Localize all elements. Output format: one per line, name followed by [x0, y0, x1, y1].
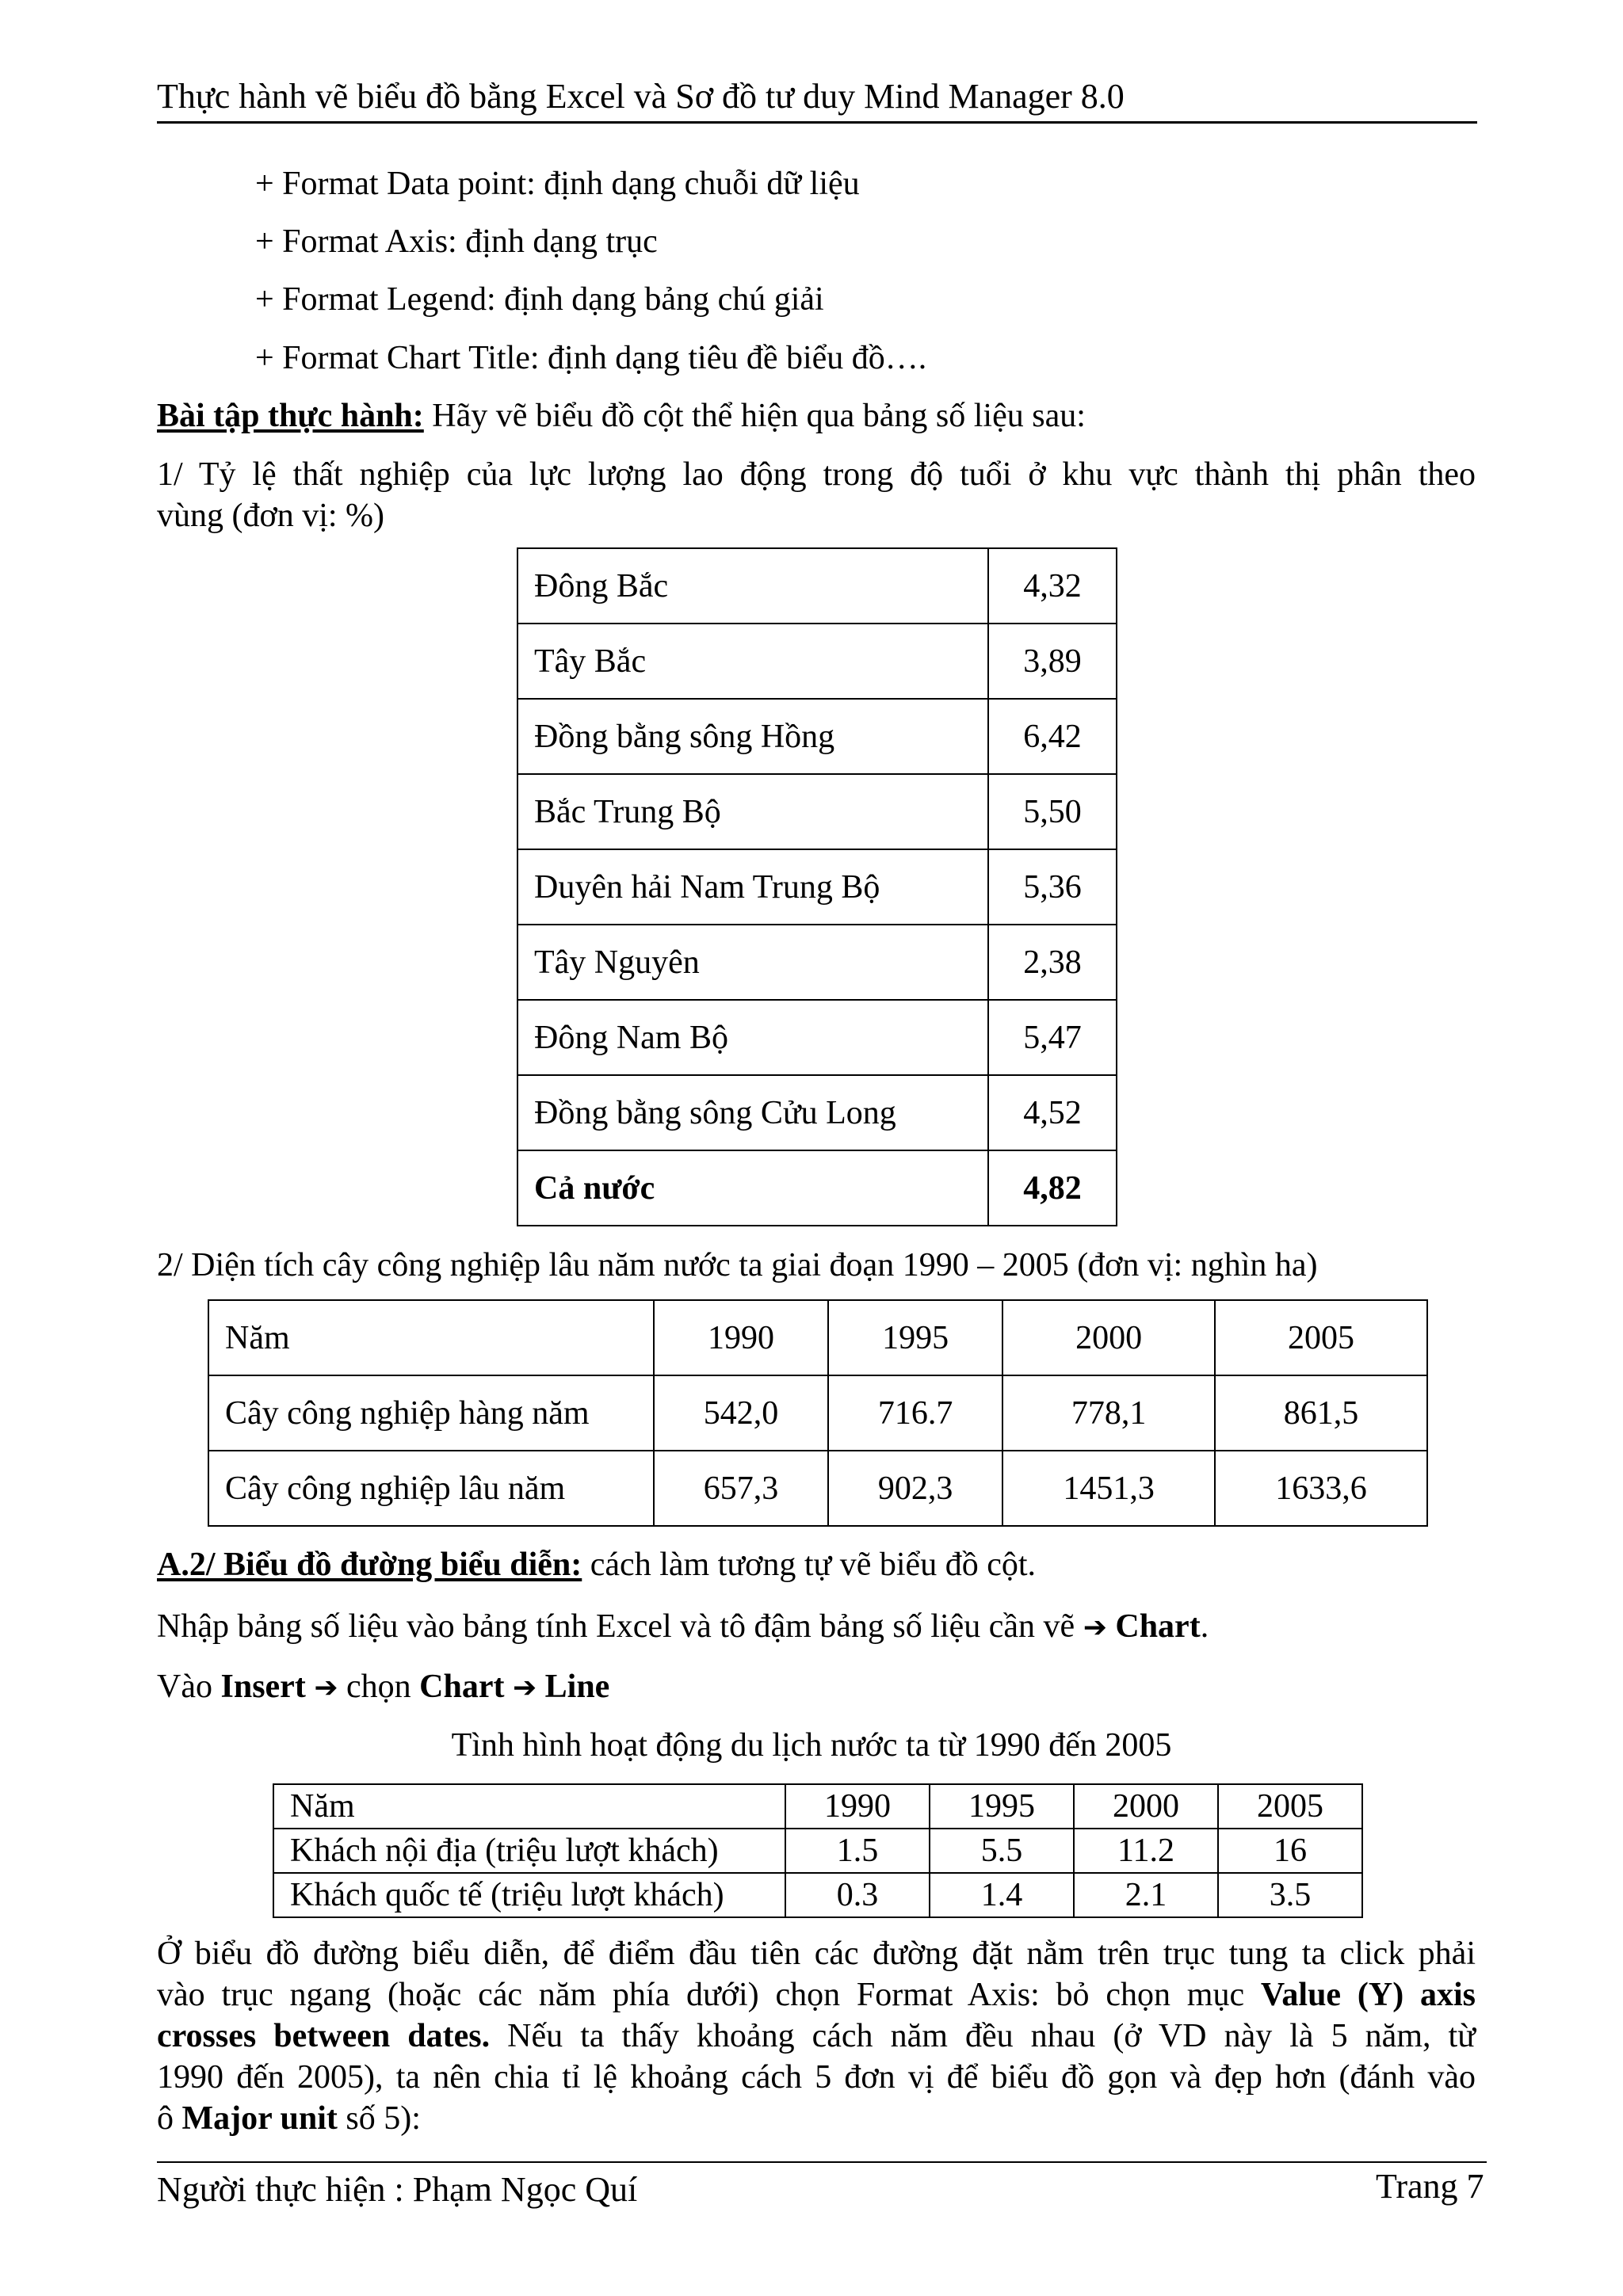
tourism-table-caption: Tình hình hoạt động du lịch nước ta từ 1990 đến 2005 — [451, 1727, 1172, 1764]
table-row — [517, 849, 1117, 925]
industrial-crops-table — [208, 1299, 1428, 1527]
exercise-text: Hãy vẽ biểu đồ cột thể hiện qua bảng số liệu sau: — [423, 398, 1086, 434]
row-label-cell: Cây công nghiệp lâu năm — [208, 1451, 654, 1526]
value-cell: 1633,6 — [1215, 1451, 1427, 1526]
question-2: 2/ Diện tích cây công nghiệp lâu năm nước ta giai đoạn 1990 – 2005 (đơn vị: nghìn ha) — [157, 1247, 1318, 1283]
value-cell: 902,3 — [828, 1451, 1002, 1526]
bullet-format-legend: + Format Legend: định dạng bảng chú giải — [255, 281, 824, 318]
bullet-format-axis: + Format Axis: định dạng trục — [255, 223, 658, 260]
section-a2 — [157, 1545, 1036, 1585]
value-cell: 4,32 — [988, 548, 1117, 624]
row-label-cell: Cây công nghiệp hàng năm — [208, 1375, 654, 1451]
table-row — [517, 1075, 1117, 1150]
table-row — [517, 624, 1117, 699]
instruction-2-mid: chọn — [338, 1669, 420, 1705]
instruction-2 — [157, 1667, 609, 1708]
value-cell: 778,1 — [1002, 1375, 1215, 1451]
header-cell: Năm — [208, 1300, 654, 1375]
instruction-1 — [157, 1607, 1209, 1648]
value-cell: 5.5 — [930, 1829, 1074, 1873]
instruction-2-line: Line — [537, 1669, 610, 1705]
format-axis-paragraph — [157, 1933, 1476, 2139]
region-cell: Đồng bằng sông Hồng — [517, 699, 988, 774]
arrow-right-icon: ➔ — [512, 1672, 537, 1704]
value-cell: 657,3 — [654, 1451, 828, 1526]
value-cell: 2,38 — [988, 925, 1117, 1000]
header-cell: 2000 — [1002, 1300, 1215, 1375]
question-1-line-1: 1/ Tỷ lệ thất nghiệp của lực lượng lao động trong độ tuổi ở khu vực thành thị phân theo — [157, 456, 1476, 493]
region-cell: Bắc Trung Bộ — [517, 774, 988, 849]
table-row — [517, 1000, 1117, 1075]
header-rule — [157, 121, 1477, 124]
tourism-table — [273, 1783, 1363, 1918]
question-1-line-2: vùng (đơn vị: %) — [157, 498, 385, 534]
section-a2-heading: A.2/ Biểu đồ đường biểu diễn: — [157, 1547, 582, 1583]
paragraph-line-4: 1990 đến 2005), ta nên chia tỉ lệ khoảng cách 5 đơn vị để biểu đồ gọn và đẹp hơn (đánh vào — [157, 2059, 1476, 2096]
paragraph-line-2-text: vào trục ngang (hoặc các năm phía dưới) chọn Format Axis: bỏ chọn mục — [157, 1977, 1261, 2013]
paragraph-line-2 — [157, 1974, 1476, 2016]
row-label-cell: Khách nội địa (triệu lượt khách) — [273, 1829, 785, 1873]
region-cell: Tây Nguyên — [517, 925, 988, 1000]
header-cell: 1995 — [828, 1300, 1002, 1375]
table-row — [273, 1873, 1362, 1917]
paragraph-line-5 — [157, 2098, 1476, 2139]
header-cell: 2005 — [1218, 1784, 1362, 1829]
footer-rule — [157, 2161, 1487, 2163]
value-cell: 4,52 — [988, 1075, 1117, 1150]
header-cell: 1995 — [930, 1784, 1074, 1829]
page-header-title: Thực hành vẽ biểu đồ bằng Excel và Sơ đồ tư duy Mind Manager 8.0 — [157, 77, 1125, 116]
table-row — [517, 548, 1117, 624]
header-cell: 2005 — [1215, 1300, 1427, 1375]
paragraph-line-1: Ở biểu đồ đường biểu diễn, để điểm đầu tiên các đường đặt nằm trên trục tung ta click phải — [157, 1936, 1476, 1972]
header-cell: 2000 — [1074, 1784, 1218, 1829]
paragraph-line-3 — [157, 2016, 1476, 2057]
instruction-1-end: . — [1200, 1608, 1209, 1645]
value-cell: 3.5 — [1218, 1873, 1362, 1917]
question-1 — [157, 454, 1476, 536]
value-cell: 11.2 — [1074, 1829, 1218, 1873]
paragraph-line-5-end: số 5): — [337, 2100, 421, 2137]
value-cell: 861,5 — [1215, 1375, 1427, 1451]
instruction-1-chart: Chart — [1106, 1608, 1201, 1645]
table-header-row — [208, 1300, 1427, 1375]
table-row — [208, 1451, 1427, 1526]
exercise-heading: Bài tập thực hành: — [157, 398, 424, 434]
value-cell: 5,47 — [988, 1000, 1117, 1075]
instruction-2-pre: Vào — [157, 1669, 221, 1705]
value-cell: 716.7 — [828, 1375, 1002, 1451]
row-label-cell: Khách quốc tế (triệu lượt khách) — [273, 1873, 785, 1917]
region-cell: Đông Bắc — [517, 548, 988, 624]
value-cell: 16 — [1218, 1829, 1362, 1873]
paragraph-line-3-text: Nếu ta thấy khoảng cách năm đều nhau (ở VD này là 5 năm, từ — [490, 2018, 1476, 2054]
value-cell: 1.4 — [930, 1873, 1074, 1917]
value-cell: 6,42 — [988, 699, 1117, 774]
paragraph-value-axis: Value (Y) axis — [1260, 1977, 1476, 2013]
arrow-right-icon: ➔ — [1083, 1611, 1107, 1644]
table-row — [517, 925, 1117, 1000]
header-cell: 1990 — [785, 1784, 930, 1829]
total-label-cell: Cả nước — [517, 1150, 988, 1226]
value-cell: 1451,3 — [1002, 1451, 1215, 1526]
instruction-2-chart: Chart — [419, 1669, 505, 1705]
total-value-cell: 4,82 — [988, 1150, 1117, 1226]
arrow-right-icon: ➔ — [314, 1672, 338, 1704]
paragraph-major-unit: Major unit — [181, 2100, 338, 2137]
table-row — [517, 774, 1117, 849]
region-cell: Duyên hải Nam Trung Bộ — [517, 849, 988, 925]
region-cell: Tây Bắc — [517, 624, 988, 699]
value-cell: 0.3 — [785, 1873, 930, 1917]
unemployment-table — [517, 547, 1117, 1226]
footer-page-number: Trang 7 — [1376, 2167, 1484, 2206]
section-a2-text: cách làm tương tự vẽ biểu đồ cột. — [582, 1547, 1037, 1583]
table-row — [517, 699, 1117, 774]
bullet-format-chart-title: + Format Chart Title: định dạng tiêu đề biểu đồ…. — [255, 340, 927, 376]
header-cell: Năm — [273, 1784, 785, 1829]
value-cell: 5,50 — [988, 774, 1117, 849]
instruction-1-text: Nhập bảng số liệu vào bảng tính Excel và tô đậm bảng số liệu cần vẽ — [157, 1608, 1083, 1645]
region-cell: Đồng bằng sông Cửu Long — [517, 1075, 988, 1150]
table-header-row — [273, 1784, 1362, 1829]
footer-author: Người thực hiện : Phạm Ngọc Quí — [157, 2170, 638, 2209]
value-cell: 3,89 — [988, 624, 1117, 699]
table-total-row — [517, 1150, 1117, 1226]
paragraph-line-5-pre: ô — [157, 2100, 182, 2137]
header-cell: 1990 — [654, 1300, 828, 1375]
value-cell: 1.5 — [785, 1829, 930, 1873]
value-cell: 542,0 — [654, 1375, 828, 1451]
instruction-2-insert: Insert — [220, 1669, 306, 1705]
bullet-format-data-point: + Format Data point: định dạng chuỗi dữ liệu — [255, 166, 860, 202]
region-cell: Đông Nam Bộ — [517, 1000, 988, 1075]
table-row — [208, 1375, 1427, 1451]
value-cell: 5,36 — [988, 849, 1117, 925]
exercise-line — [157, 396, 1086, 436]
table-row — [273, 1829, 1362, 1873]
value-cell: 2.1 — [1074, 1873, 1218, 1917]
paragraph-crosses-dates: crosses between dates. — [157, 2018, 491, 2054]
